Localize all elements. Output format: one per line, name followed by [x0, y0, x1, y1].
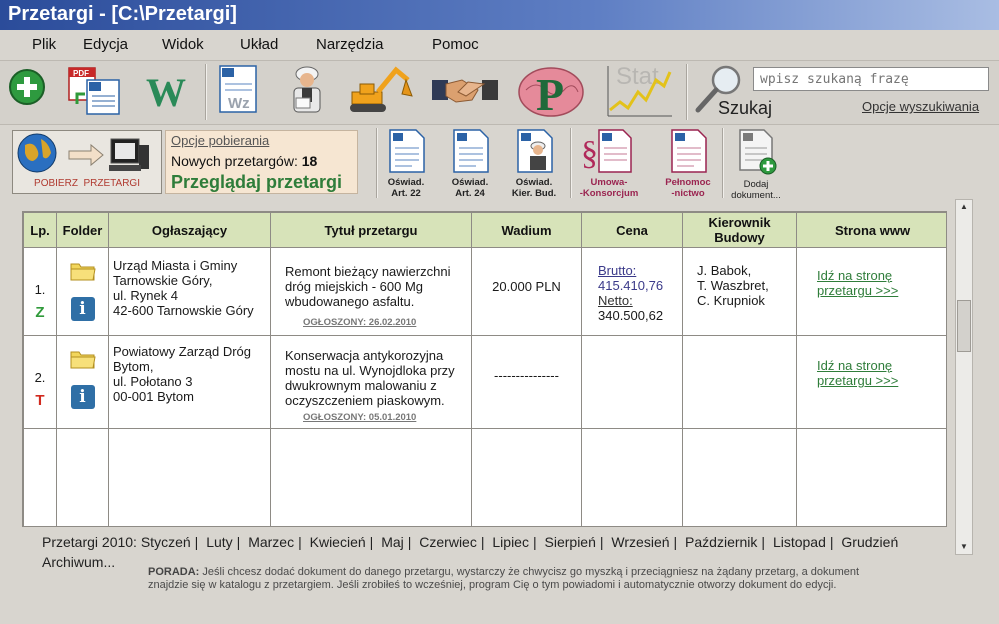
- announcer-line: Bytom,: [113, 359, 154, 374]
- header-manager[interactable]: Kierownik Budowy: [683, 213, 797, 248]
- scroll-thumb[interactable]: [957, 300, 971, 352]
- status-badge: T: [35, 392, 45, 409]
- table-row[interactable]: [24, 336, 948, 429]
- search-options-link[interactable]: Opcje wyszukiwania: [862, 99, 980, 114]
- manager-name: J. Babok,: [697, 263, 752, 278]
- download-tenders-button[interactable]: [12, 130, 162, 194]
- toolbar-separator: [570, 128, 571, 198]
- tender-title: Konserwacja antykorozyjna mostu na ul. Wynojdloka przy dwukrownym malowaniu z oczyszczeniem piaskowym.: [285, 348, 455, 408]
- pdf-label: PDF: [73, 69, 89, 78]
- download-label: POBIERZ PRZETARGI: [34, 178, 140, 189]
- announcer-line: Powiatowy Zarząd Dróg: [113, 344, 251, 359]
- doc-oswiad-art22-button[interactable]: Oświad. Art. 22: [376, 128, 436, 200]
- search-button[interactable]: Szukaj: [718, 98, 773, 118]
- status-badge: Z: [35, 304, 45, 321]
- info-icon[interactable]: i: [71, 385, 95, 409]
- download-options-link[interactable]: Opcje pobierania: [171, 133, 270, 148]
- price-brutto-value: 415.410,76: [598, 278, 664, 293]
- month-link[interactable]: Październik: [685, 534, 758, 550]
- menu-widok[interactable]: Widok: [162, 36, 204, 53]
- add-document-icon: [734, 128, 778, 176]
- wadium-value: ---------------: [472, 336, 582, 429]
- months-prefix: Przetargi 2010:: [42, 534, 137, 550]
- add-icon[interactable]: [8, 68, 46, 106]
- menu-narzedzia[interactable]: Narzędzia: [316, 36, 384, 53]
- announcer-line: Urząd Miasta i Gminy: [113, 258, 238, 273]
- announcer-line: Tarnowskie Góry,: [113, 273, 213, 288]
- month-link[interactable]: Lipiec: [492, 534, 529, 550]
- archive-link[interactable]: Archiwum...: [42, 554, 116, 570]
- svg-text:Stat: Stat: [616, 63, 659, 90]
- month-link[interactable]: Marzec: [248, 534, 295, 550]
- word-doc-icon: [386, 128, 426, 174]
- tender-title: Remont bieżący nawierzchni dróg miejskich - 600 Mg wbudowanego asfaltu.: [285, 264, 451, 309]
- folder-icon[interactable]: [61, 260, 104, 285]
- row-number: 2.: [34, 370, 46, 385]
- svg-text:P: P: [536, 69, 565, 120]
- scroll-up-icon[interactable]: ▲: [960, 202, 968, 211]
- vertical-scrollbar[interactable]: [955, 199, 973, 555]
- folder-icon[interactable]: [61, 348, 104, 373]
- manager-cell: [683, 336, 797, 429]
- power-of-attorney-doc-icon: [668, 128, 708, 174]
- months-nav: Przetargi 2010: Styczeń | Luty | Marzec | Kwiecień | Maj | Czerwiec | Lipiec | Sierpień | Wrzesień | Październik | Listopad | Grudzień: [42, 534, 899, 550]
- new-tenders-count: Nowych przetargów: 18: [171, 153, 318, 169]
- window-title: Przetargi - [C:\Przetargi]: [0, 0, 999, 30]
- month-link[interactable]: Kwiecień: [309, 534, 366, 550]
- info-icon[interactable]: i: [71, 297, 95, 321]
- announcer-line: 00-001 Bytom: [113, 389, 194, 404]
- toolbar-separator: [722, 128, 723, 198]
- search-input[interactable]: [753, 67, 989, 91]
- stat-chart-icon[interactable]: [602, 62, 674, 120]
- table-row[interactable]: [24, 248, 948, 336]
- toolbar-separator: [205, 64, 206, 120]
- word-icon[interactable]: [142, 68, 190, 112]
- pdf-to-word-icon[interactable]: [65, 64, 125, 116]
- svg-text:W: W: [146, 70, 186, 112]
- announced-date[interactable]: OGŁOSZONY: 26.02.2010: [303, 317, 417, 328]
- row-number: 1.: [34, 282, 46, 297]
- header-www[interactable]: Strona www: [797, 213, 948, 248]
- month-link[interactable]: Czerwiec: [419, 534, 477, 550]
- excavator-icon[interactable]: [348, 62, 416, 116]
- menu-edycja[interactable]: Edycja: [83, 36, 129, 53]
- add-document-button[interactable]: Dodaj dokument...: [726, 128, 786, 200]
- word-doc-icon: [450, 128, 490, 174]
- handshake-icon[interactable]: [432, 70, 498, 114]
- svg-text:§: §: [581, 135, 598, 172]
- menu-bar: [0, 32, 999, 58]
- word-template-icon[interactable]: [216, 64, 262, 116]
- menu-uklad[interactable]: Układ: [240, 36, 279, 53]
- price-cell: [582, 336, 683, 429]
- header-lp[interactable]: Lp.: [24, 213, 57, 248]
- download-panel: [165, 130, 358, 194]
- tenders-table: [22, 211, 947, 527]
- menu-pomoc[interactable]: Pomoc: [432, 36, 479, 53]
- table-header-row: [24, 213, 948, 248]
- month-link[interactable]: Maj: [381, 534, 404, 550]
- month-link[interactable]: Luty: [206, 534, 233, 550]
- month-link[interactable]: Listopad: [772, 534, 826, 550]
- wadium-value: 20.000 PLN: [472, 248, 582, 336]
- engineer-icon[interactable]: [282, 62, 332, 118]
- download-graphic: [13, 131, 161, 179]
- header-wadium[interactable]: Wadium: [472, 213, 582, 248]
- header-title[interactable]: Tytuł przetargu: [271, 213, 472, 248]
- month-link[interactable]: Sierpień: [544, 534, 596, 550]
- month-link[interactable]: Styczeń: [140, 534, 191, 550]
- announcer-line: ul. Rynek 4: [113, 288, 179, 303]
- header-announcer[interactable]: Ogłaszający: [109, 213, 271, 248]
- price-netto-label: Netto:: [598, 293, 633, 308]
- manager-name: T. Waszbret,: [697, 278, 769, 293]
- doc-umowa-konsorcjum-button[interactable]: § Umowa- -Konsorcjum: [574, 128, 644, 200]
- doc-pelnomocnictwo-button[interactable]: Pełnomoc -nictwo: [658, 128, 718, 200]
- browse-tenders-link[interactable]: Przeglądaj przetargi: [171, 172, 343, 192]
- announced-date[interactable]: OGŁOSZONY: 05.01.2010: [303, 412, 417, 423]
- manager-name: C. Krupniok: [697, 293, 765, 308]
- contract-doc-icon: [579, 128, 639, 174]
- word-doc-engineer-icon: [514, 128, 554, 174]
- announcer-line: 42-600 Tarnowskie Góry: [113, 303, 254, 318]
- header-folder[interactable]: Folder: [57, 213, 109, 248]
- tip-label: PORADA:: [148, 566, 200, 578]
- header-price[interactable]: Cena: [582, 213, 683, 248]
- brain-p-icon[interactable]: [516, 62, 586, 120]
- price-netto-value: 340.500,62: [598, 308, 664, 323]
- www-link[interactable]: Idź na stronę przetargu >>>: [817, 358, 899, 388]
- announcer-line: ul. Połotano 3: [113, 374, 193, 389]
- price-brutto-label: Brutto:: [598, 263, 637, 278]
- month-link[interactable]: Grudzień: [841, 534, 899, 550]
- www-link[interactable]: Idź na stronę przetargu >>>: [817, 268, 899, 298]
- month-link[interactable]: Wrzesień: [611, 534, 670, 550]
- doc-oswiad-kier-bud-button[interactable]: Oświad. Kier. Bud.: [504, 128, 564, 200]
- toolbar-separator: [686, 64, 687, 120]
- doc-oswiad-art24-button[interactable]: Oświad. Art. 24: [440, 128, 500, 200]
- scroll-down-icon[interactable]: ▼: [960, 542, 968, 551]
- table-row-empty: [24, 429, 948, 528]
- svg-text:Wz: Wz: [228, 95, 250, 112]
- tip-text: PORADA: Jeśli chcesz dodać dokument do danego przetargu, wystarczy że chwycisz go myszką i przeciągniesz na żądany przetarg, a dokument znajdzie się w katalogu z przetargiem. Jeśli zrobiłeś to wcześniej, program Cię o tym powiadomi i automatycznie otworzy dokument do edycji.: [148, 566, 860, 591]
- menu-plik[interactable]: Plik: [32, 36, 57, 53]
